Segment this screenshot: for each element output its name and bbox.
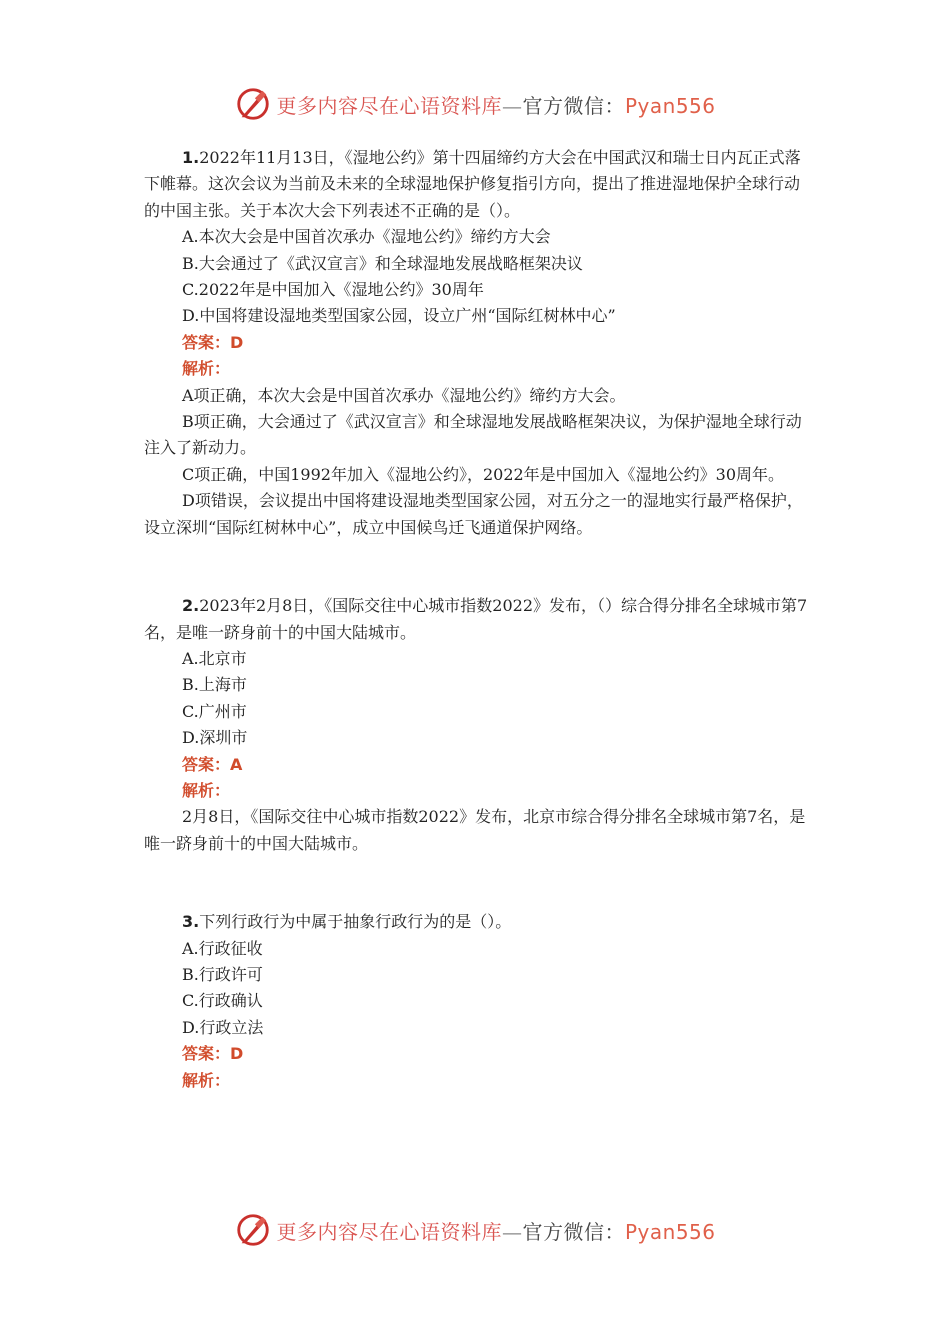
question-stem [144, 145, 808, 224]
answer: 答案：D [182, 332, 244, 352]
banner-wx-id: Pyan556 [624, 1219, 716, 1244]
banner-wx-id: Pyan556 [624, 93, 716, 118]
option-b: B.行政许可 [182, 964, 263, 984]
question-3 [144, 909, 808, 1094]
question-number: 2. [182, 596, 200, 616]
analysis-paragraph: C项正确，中国1992年加入《湿地公约》，2022年是中国加入《湿地公约》30周年。 [182, 464, 785, 484]
option-b: B.大会通过了《武汉宣言》和全球湿地发展战略框架决议 [182, 253, 583, 273]
banner-sep: — [501, 1219, 523, 1244]
feather-pen-logo-icon [234, 85, 272, 123]
banner-wx-label: 官方微信： [522, 1219, 625, 1244]
analysis-paragraph: B项正确，大会通过了《武汉宣言》和全球湿地发展战略框架决议，为保护湿地全球行动注入了新动力。 [144, 412, 802, 458]
answer: 答案：A [182, 754, 243, 774]
feather-pen-logo-icon [234, 1211, 272, 1249]
question-text: 2022年11月13日，《湿地公约》第十四届缔约方大会在中国武汉和瑞士日内瓦正式落下帷幕。这次会议为当前及未来的全球湿地保护修复指引方向，提出了推进湿地保护全球行动的中国主张。关于本次大会下列表述不正确的是（）。 [144, 148, 801, 220]
banner-sep: — [501, 93, 523, 118]
analysis-label: 解析： [182, 780, 231, 800]
question-number: 3. [182, 912, 200, 932]
question-1 [144, 145, 808, 541]
footer-banner [0, 1208, 950, 1252]
analysis-paragraph: 2月8日，《国际交往中心城市指数2022》发布，北京市综合得分排名全球城市第7名，是唯一跻身前十的中国大陆城市。 [144, 807, 806, 853]
question-stem [144, 909, 808, 935]
option-c: C.2022年是中国加入《湿地公约》30周年 [182, 280, 484, 300]
banner-prefix: 更多内容尽在心语资料库 [276, 93, 502, 118]
option-b: B.上海市 [182, 675, 247, 695]
option-a: A.行政征收 [182, 938, 263, 958]
document-body [144, 145, 808, 1094]
option-c: C.行政确认 [182, 991, 263, 1011]
analysis-paragraph: A项正确，本次大会是中国首次承办《湿地公约》缔约方大会。 [182, 385, 626, 405]
banner-text [276, 1216, 715, 1245]
spacer [144, 541, 808, 593]
option-d: D.深圳市 [182, 728, 248, 748]
analysis-label: 解析： [182, 1070, 231, 1090]
header-banner [0, 82, 950, 126]
option-d: D.中国将建设湿地类型国家公园，设立广州“国际红树林中心” [182, 306, 616, 326]
question-stem [144, 593, 808, 646]
option-d: D.行政立法 [182, 1017, 264, 1037]
banner-prefix: 更多内容尽在心语资料库 [276, 1219, 502, 1244]
analysis-paragraph: D项错误，会议提出中国将建设湿地类型国家公园，对五分之一的湿地实行最严格保护，设立深圳“国际红树林中心”，成立中国候鸟迁飞通道保护网络。 [144, 491, 803, 537]
analysis-label: 解析： [182, 359, 231, 379]
question-text: 下列行政行为中属于抽象行政行为的是（）。 [199, 912, 512, 932]
question-number: 1. [182, 148, 200, 167]
option-a: A.北京市 [182, 648, 247, 668]
option-c: C.广州市 [182, 701, 247, 721]
question-2 [144, 593, 808, 857]
question-text: 2023年2月8日，《国际交往中心城市指数2022》发布，（）综合得分排名全球城市第7名，是唯一跻身前十的中国大陆城市。 [144, 596, 808, 642]
option-a: A.本次大会是中国首次承办《湿地公约》缔约方大会 [182, 227, 551, 247]
banner-wx-label: 官方微信： [522, 93, 625, 118]
banner-text [276, 90, 715, 119]
spacer [144, 857, 808, 909]
answer: 答案：D [182, 1044, 244, 1064]
